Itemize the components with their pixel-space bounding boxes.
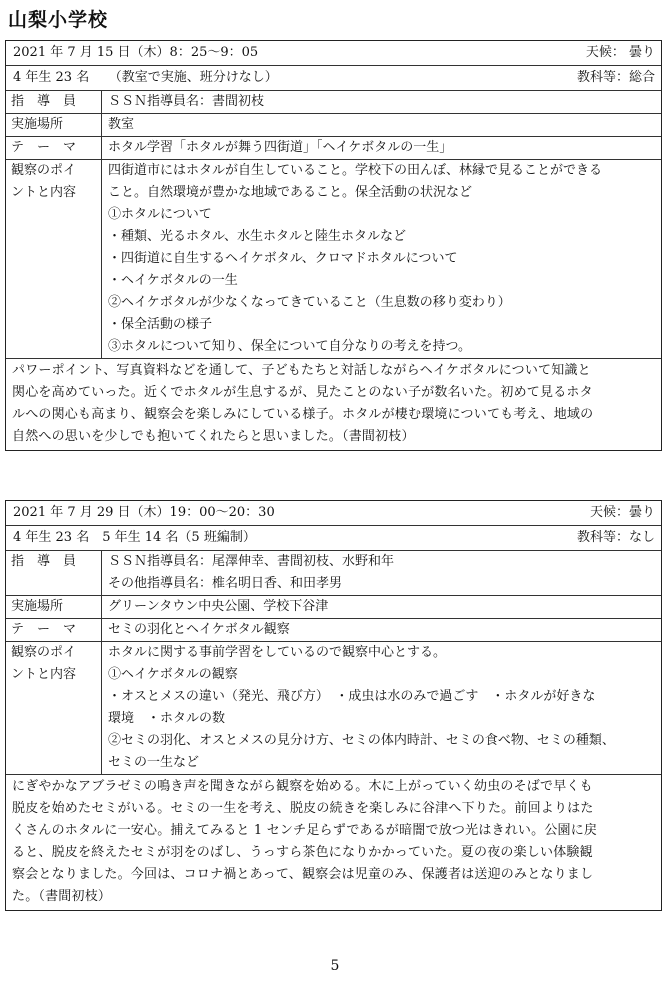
field-label-line: 観察のポイ [11, 163, 77, 178]
field-label-line: 指 導 員 [11, 554, 77, 569]
field-value-line: ＳＳＮ指導員名：書間初枝 [108, 94, 265, 109]
field-label-line: テ ー マ [11, 622, 77, 637]
record-date: 2021 年 7 月 15 日（木）8：25～9：05 [13, 45, 259, 60]
field-value [102, 137, 661, 159]
field-label-line: ントと内容 [11, 185, 77, 200]
field-row [6, 619, 661, 642]
record-summary [6, 775, 661, 910]
summary-line: くさんのホタルに一安心。捕えてみると 1 センチ足らずであるが暗闇で放つ光はきれい。公園に戻 [12, 823, 598, 838]
record-date: 2021 年 7 月 29 日（木）19：00～20：30 [13, 505, 275, 520]
field-value-line: その他指導員名：椎名明日香、和田孝男 [108, 576, 343, 591]
field-label [6, 114, 102, 136]
school-name: 山梨小学校 [8, 9, 109, 31]
field-value-line: 四街道市にはホタルが自生していること。学校下の田んぼ、林縁で見ることができる [108, 163, 603, 178]
field-row [6, 160, 661, 359]
summary-line: 関心を高めていった。近くでホタルが生息するが、見たことのない子が数名いた。初めて見るホタ [12, 385, 593, 400]
field-label-line: 観察のポイ [11, 645, 77, 660]
field-value-line: ・種類、光るホタル、水生ホタルと陸生ホタルなど [108, 229, 406, 244]
summary-line: 察会となりました。今回は、コロナ禍とあって、観察会は児童のみ、保護者は送迎のみとなりまし [12, 867, 594, 882]
weather: 天候： 曇り [585, 45, 655, 60]
summary-line: 自然への思いを少しでも抱いてくれたらと思いました。（書間初枝） [12, 429, 415, 444]
participants: 4 年生 23 名 （教室で実施、班分けなし） [13, 70, 278, 85]
field-label-line: 実施場所 [11, 117, 64, 132]
field-value [102, 642, 661, 774]
field-value-line: セミの一生など [108, 755, 200, 770]
field-label [6, 160, 102, 358]
record-header [6, 501, 661, 526]
field-value-line: ②セミの羽化、オスとメスの見分け方、セミの体内時計、セミの食べ物、セミの種類、 [108, 733, 615, 748]
field-label [6, 551, 102, 595]
field-value [102, 114, 661, 136]
summary-line: パワーポイント、写真資料などを通して、子どもたちと対話しながらヘイケボタルについて知識と [12, 363, 591, 378]
summary-line: にぎやかなアブラゼミの鳴き声を聞きながら観察を始める。木に上がっていく幼虫のそばで早くも [12, 779, 593, 794]
subject: 教科等：なし [576, 530, 655, 545]
field-value [102, 619, 661, 641]
field-label-line: ントと内容 [11, 667, 77, 682]
field-value-line: ・四街道に自生するヘイケボタル、クロマドホタルについて [108, 251, 458, 266]
field-value-line: ホタル学習「ホタルが舞う四街道」「ヘイケボタルの一生」 [108, 140, 453, 155]
subject: 教科等：総合 [576, 70, 655, 85]
record-fields [6, 551, 661, 775]
field-row [6, 91, 661, 114]
summary-line: 脱皮を始めたセミがいる。セミの一生を考え、脱皮の続きを楽しみに谷津へ下りた。前回よりはた [12, 801, 594, 816]
summary-line: ルへの関心も高まり、観察会を楽しみにしている様子。ホタルが棲む環境についても考え、地域の [12, 407, 594, 422]
field-row [6, 114, 661, 137]
field-label [6, 91, 102, 113]
record-summary [6, 359, 661, 450]
field-value-line: ・オスとメスの違い（発光、飛び方） ・成虫は水のみで過ごす ・ホタルが好きな [108, 689, 596, 704]
field-value-line: ・保全活動の様子 [108, 317, 213, 332]
field-value-line: ①ヘイケボタルの観察 [108, 667, 238, 682]
field-row [6, 596, 661, 619]
participants: 4 年生 23 名 5 年生 14 名（5 班編制） [13, 530, 256, 545]
field-label [6, 642, 102, 774]
field-value-line: ①ホタルについて [108, 207, 212, 222]
page-number: 5 [330, 958, 340, 974]
record-subheader [6, 526, 661, 551]
summary-line: ると、脱皮を終えたセミが羽をのばし、うっすら茶色になりかかっていた。夏の夜の楽しい体験観 [12, 845, 593, 860]
field-value-line: こと。自然環境が豊かな地域であること。保全活動の状況など [108, 185, 473, 200]
record-header [6, 41, 661, 66]
field-value [102, 91, 661, 113]
field-value-line: グリーンタウン中央公園、学校下谷津 [108, 599, 329, 614]
field-value-line: 環境 ・ホタルの数 [108, 711, 226, 726]
field-label [6, 619, 102, 641]
field-value-line: ＳＳＮ指導員名：尾澤伸幸、書間初枝、水野和年 [108, 554, 395, 569]
field-value-line: ②ヘイケボタルが少なくなってきていること（生息数の移り変わり） [108, 295, 511, 310]
field-value-line: ・ヘイケボタルの一生 [108, 273, 238, 288]
record-subheader [6, 66, 661, 91]
field-value-line: ③ホタルについて知り、保全について自分なりの考えを持つ。 [108, 339, 471, 354]
field-row [6, 642, 661, 775]
field-label [6, 596, 102, 618]
field-label-line: 指 導 員 [11, 94, 77, 109]
field-value [102, 160, 661, 358]
weather: 天候：曇り [589, 505, 655, 520]
record-fields [6, 91, 661, 359]
field-row [6, 137, 661, 160]
field-value [102, 596, 661, 618]
field-value [102, 551, 661, 595]
field-value-line: ホタルに関する事前学習をしているので観察中心とする。 [108, 645, 447, 660]
record-card-2 [5, 500, 662, 911]
field-label-line: テ ー マ [11, 140, 77, 155]
field-label-line: 実施場所 [11, 599, 64, 614]
record-card-1 [5, 40, 662, 451]
field-row [6, 551, 661, 596]
field-value-line: 教室 [108, 117, 135, 132]
summary-line: た。（書間初枝） [12, 889, 112, 904]
field-value-line: セミの羽化とヘイケボタル観察 [108, 622, 290, 637]
field-label [6, 137, 102, 159]
